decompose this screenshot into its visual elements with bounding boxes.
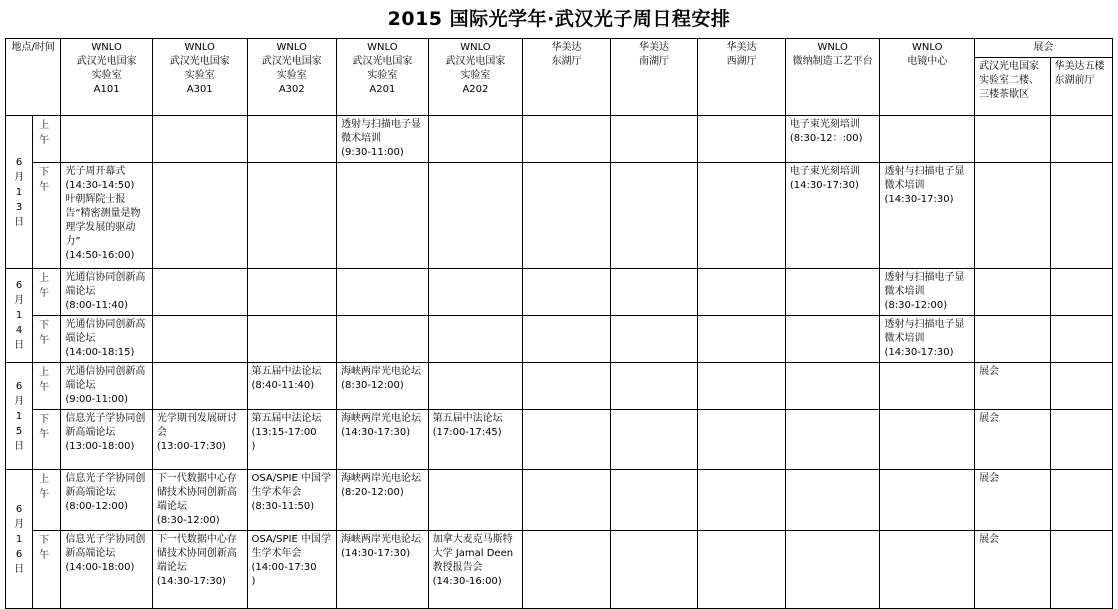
event-cell <box>152 163 247 269</box>
event-text: 加拿大麦克马斯特大学 Jamal Deen 教授报告会 <box>432 534 514 573</box>
event-cell <box>523 410 611 470</box>
event-cell <box>152 470 247 531</box>
date-cell <box>6 116 33 269</box>
event-text: 叶朝辉院士报告“精密测量是物理学发展的驱动力” <box>65 194 141 247</box>
event-text: 下一代数据中心存储技术协同创新高端论坛 <box>156 534 237 573</box>
event-cell <box>610 363 698 410</box>
schedule-row <box>6 316 1113 363</box>
event-cell <box>428 269 523 316</box>
venue-header: 华美达 西湖厅 <box>698 39 786 116</box>
event-text: (14:00-17:30 <box>251 562 317 573</box>
event-cell <box>247 470 337 531</box>
event-cell <box>1050 470 1112 531</box>
date-cell <box>6 470 33 609</box>
period-label: 下午 <box>39 320 50 346</box>
period-cell <box>33 316 61 363</box>
venue-header: WNLO 武汉光电国家 实验室 A301 <box>152 39 247 116</box>
event-cell <box>785 531 880 609</box>
event-cell <box>880 316 975 363</box>
schedule-row <box>6 116 1113 163</box>
event-cell <box>698 410 786 470</box>
event-cell <box>428 363 523 410</box>
event-text: (14:00-18:00) <box>65 562 135 573</box>
event-text: (14:30-16:00) <box>432 576 502 587</box>
event-cell <box>61 163 153 269</box>
venue-header: WNLO 武汉光电国家 实验室 A101 <box>61 39 153 116</box>
corner-header: 地点/时间 <box>6 39 61 116</box>
expo-venue-header: 华美达五楼东湖前厅 <box>1050 58 1112 116</box>
event-cell <box>337 316 429 363</box>
event-cell <box>975 116 1050 163</box>
period-cell <box>33 531 61 609</box>
event-cell <box>152 116 247 163</box>
event-cell <box>523 116 611 163</box>
event-cell <box>698 531 786 609</box>
event-cell <box>1050 316 1112 363</box>
event-cell <box>428 531 523 609</box>
period-label: 下午 <box>39 414 50 440</box>
period-label: 下午 <box>39 167 50 193</box>
event-cell <box>698 163 786 269</box>
event-text: (14:30-17:30) <box>341 427 411 438</box>
period-cell <box>33 470 61 531</box>
event-text: 海峡两岸光电论坛 <box>341 366 422 377</box>
event-cell <box>785 269 880 316</box>
event-cell <box>61 531 153 609</box>
event-cell <box>428 470 523 531</box>
event-text: 电子束光刻培训 <box>789 166 860 177</box>
event-text: (8:00-11:40) <box>65 300 129 311</box>
event-cell <box>785 363 880 410</box>
schedule-row <box>6 363 1113 410</box>
event-cell <box>337 116 429 163</box>
event-cell <box>247 116 337 163</box>
event-cell <box>610 116 698 163</box>
event-text: (14:30-17:30) <box>789 180 859 191</box>
event-text: 展会 <box>979 473 1000 484</box>
event-cell <box>337 163 429 269</box>
event-cell <box>975 470 1050 531</box>
event-cell <box>61 470 153 531</box>
event-text: (8:30-12:00) <box>884 300 948 311</box>
schedule-table <box>5 38 1113 609</box>
date-label: 6月15日 <box>14 380 25 452</box>
event-cell <box>785 163 880 269</box>
period-cell <box>33 410 61 470</box>
date-label: 6月16日 <box>14 503 25 575</box>
event-cell <box>337 410 429 470</box>
schedule-row <box>6 410 1113 470</box>
event-text: 透射与扫描电子显微术培训 <box>884 319 965 344</box>
event-text: (13:00-18:00) <box>65 441 135 452</box>
event-cell <box>1050 531 1112 609</box>
event-cell <box>880 116 975 163</box>
event-cell <box>785 470 880 531</box>
event-cell <box>880 363 975 410</box>
event-text: 透射与扫描电子显微术培训 <box>884 166 965 191</box>
event-text: 海峡两岸光电论坛 <box>341 473 422 484</box>
event-text: 海峡两岸光电论坛 <box>341 413 422 424</box>
period-label: 上午 <box>39 474 50 500</box>
event-text: 透射与扫描电子显微术培训 <box>884 272 965 297</box>
event-cell <box>428 163 523 269</box>
event-text: 信息光子学协同创新高端论坛 <box>65 473 146 498</box>
period-label: 上午 <box>39 367 50 393</box>
event-text: (13:15-17:00 <box>251 427 317 438</box>
venue-header: WNLO 武汉光电国家 实验室 A302 <box>247 39 337 116</box>
schedule-row <box>6 163 1113 269</box>
event-cell <box>247 363 337 410</box>
schedule-row <box>6 531 1113 609</box>
event-text: 光通信协同创新高端论坛 <box>65 319 146 344</box>
event-cell <box>880 410 975 470</box>
expo-venue-header: 武汉光电国家实验室二楼、三楼茶歇区 <box>975 58 1050 116</box>
event-text: 透射与扫描电子显微术培训 <box>341 119 422 144</box>
event-cell <box>880 470 975 531</box>
event-text: 信息光子学协同创新高端论坛 <box>65 534 146 559</box>
event-text: ) <box>251 441 256 452</box>
event-cell <box>523 269 611 316</box>
date-label: 6月14日 <box>14 280 25 351</box>
event-cell <box>1050 269 1112 316</box>
event-cell <box>152 410 247 470</box>
event-cell <box>975 531 1050 609</box>
period-label: 下午 <box>39 535 50 561</box>
event-cell <box>698 269 786 316</box>
event-text: (14:30-17:30) <box>341 548 411 559</box>
event-cell <box>152 316 247 363</box>
event-cell <box>428 410 523 470</box>
period-label: 上午 <box>39 120 50 146</box>
event-cell <box>975 410 1050 470</box>
event-text: OSA/SPIE 中国学生学术年会 <box>251 473 331 498</box>
event-cell <box>337 363 429 410</box>
event-cell <box>152 363 247 410</box>
event-text: 光子周开幕式 <box>65 166 126 177</box>
event-cell <box>975 163 1050 269</box>
schedule-row <box>6 470 1113 531</box>
event-cell <box>785 410 880 470</box>
event-text: (8:40-11:40) <box>251 380 315 391</box>
event-text: 光通信协同创新高端论坛 <box>65 272 146 297</box>
event-text: (14:30-17:30) <box>884 347 954 358</box>
event-text: 下一代数据中心存储技术协同创新高端论坛 <box>156 473 237 512</box>
event-cell <box>61 269 153 316</box>
event-cell <box>1050 163 1112 269</box>
event-cell <box>975 363 1050 410</box>
event-text: 第五届中法论坛 <box>251 366 322 377</box>
event-text: (14:30-14:50) <box>65 180 135 191</box>
event-text: (9:00-11:00) <box>65 394 129 405</box>
schedule-body <box>6 116 1113 609</box>
event-cell <box>610 269 698 316</box>
event-cell <box>337 269 429 316</box>
event-cell <box>1050 363 1112 410</box>
event-cell <box>698 470 786 531</box>
event-text: (14:30-17:30) <box>156 576 226 587</box>
event-cell <box>1050 410 1112 470</box>
event-cell <box>1050 116 1112 163</box>
event-text: 展会 <box>979 366 1000 377</box>
event-text: ) <box>251 576 256 587</box>
event-cell <box>337 531 429 609</box>
event-cell <box>523 470 611 531</box>
date-cell <box>6 363 33 470</box>
event-cell <box>610 470 698 531</box>
event-text: (14:00-18:15) <box>65 347 135 358</box>
event-cell <box>152 531 247 609</box>
expo-header: 展会 <box>975 39 1113 58</box>
event-cell <box>880 269 975 316</box>
event-text: 电子束光刻培训 <box>789 119 860 130</box>
event-text: (14:50-16:00) <box>65 250 135 261</box>
event-text: 海峡两岸光电论坛 <box>341 534 422 545</box>
event-text: (17:00-17:45) <box>432 427 502 438</box>
event-cell <box>880 163 975 269</box>
event-cell <box>880 531 975 609</box>
event-cell <box>610 410 698 470</box>
event-cell <box>610 316 698 363</box>
event-cell <box>975 316 1050 363</box>
event-cell <box>247 316 337 363</box>
event-cell <box>523 163 611 269</box>
schedule-header <box>6 39 1113 116</box>
event-text: 信息光子学协同创新高端论坛 <box>65 413 146 438</box>
event-text: 第五届中法论坛 <box>432 413 503 424</box>
event-cell <box>523 316 611 363</box>
venue-header: 华美达 东湖厅 <box>523 39 611 116</box>
event-text: (9:30-11:00) <box>341 147 404 158</box>
schedule-row <box>6 269 1113 316</box>
event-cell <box>975 269 1050 316</box>
event-cell <box>152 269 247 316</box>
venue-header: WNLO 武汉光电国家 实验室 A201 <box>337 39 429 116</box>
event-text: OSA/SPIE 中国学生学术年会 <box>251 534 331 559</box>
period-cell <box>33 116 61 163</box>
event-cell <box>785 316 880 363</box>
event-cell <box>698 316 786 363</box>
event-cell <box>428 316 523 363</box>
event-cell <box>247 269 337 316</box>
event-text: 光学期刊发展研讨会 <box>156 413 237 438</box>
event-cell <box>523 363 611 410</box>
event-text: 光通信协同创新高端论坛 <box>65 366 146 391</box>
event-text: (8:30-12:00) <box>341 380 404 391</box>
event-text: 展会 <box>979 534 1000 545</box>
event-text: (8:00-12:00) <box>65 501 129 512</box>
date-cell <box>6 269 33 363</box>
event-cell <box>337 470 429 531</box>
event-cell <box>61 410 153 470</box>
event-text: (8:30-12:00) <box>156 515 220 526</box>
period-cell <box>33 269 61 316</box>
period-cell <box>33 163 61 269</box>
period-cell <box>33 363 61 410</box>
venue-header: WNLO 微纳制造工艺平台 <box>785 39 880 116</box>
date-label: 6月13日 <box>14 156 25 228</box>
event-cell <box>247 163 337 269</box>
event-cell <box>523 531 611 609</box>
venue-header: WNLO 武汉光电国家 实验室 A202 <box>428 39 523 116</box>
period-label: 上午 <box>39 273 50 299</box>
event-cell <box>610 531 698 609</box>
venue-header: WNLO 电镜中心 <box>880 39 975 116</box>
event-cell <box>61 116 153 163</box>
event-text: (8:30-12：:00) <box>789 133 863 144</box>
venue-header: 华美达 南湖厅 <box>610 39 698 116</box>
event-cell <box>247 531 337 609</box>
event-cell <box>61 363 153 410</box>
page-title: 2015 国际光学年·武汉光子周日程安排 <box>387 8 731 30</box>
event-text: (8:20-12:00) <box>341 487 404 498</box>
event-text: (8:30-11:50) <box>251 501 315 512</box>
event-cell <box>428 116 523 163</box>
event-cell <box>698 363 786 410</box>
event-text: 展会 <box>979 413 1000 424</box>
event-cell <box>698 116 786 163</box>
event-cell <box>785 116 880 163</box>
event-text: (13:00-17:30) <box>156 441 226 452</box>
event-cell <box>610 163 698 269</box>
event-text: 第五届中法论坛 <box>251 413 322 424</box>
event-cell <box>61 316 153 363</box>
event-cell <box>247 410 337 470</box>
event-text: (14:30-17:30) <box>884 194 954 205</box>
